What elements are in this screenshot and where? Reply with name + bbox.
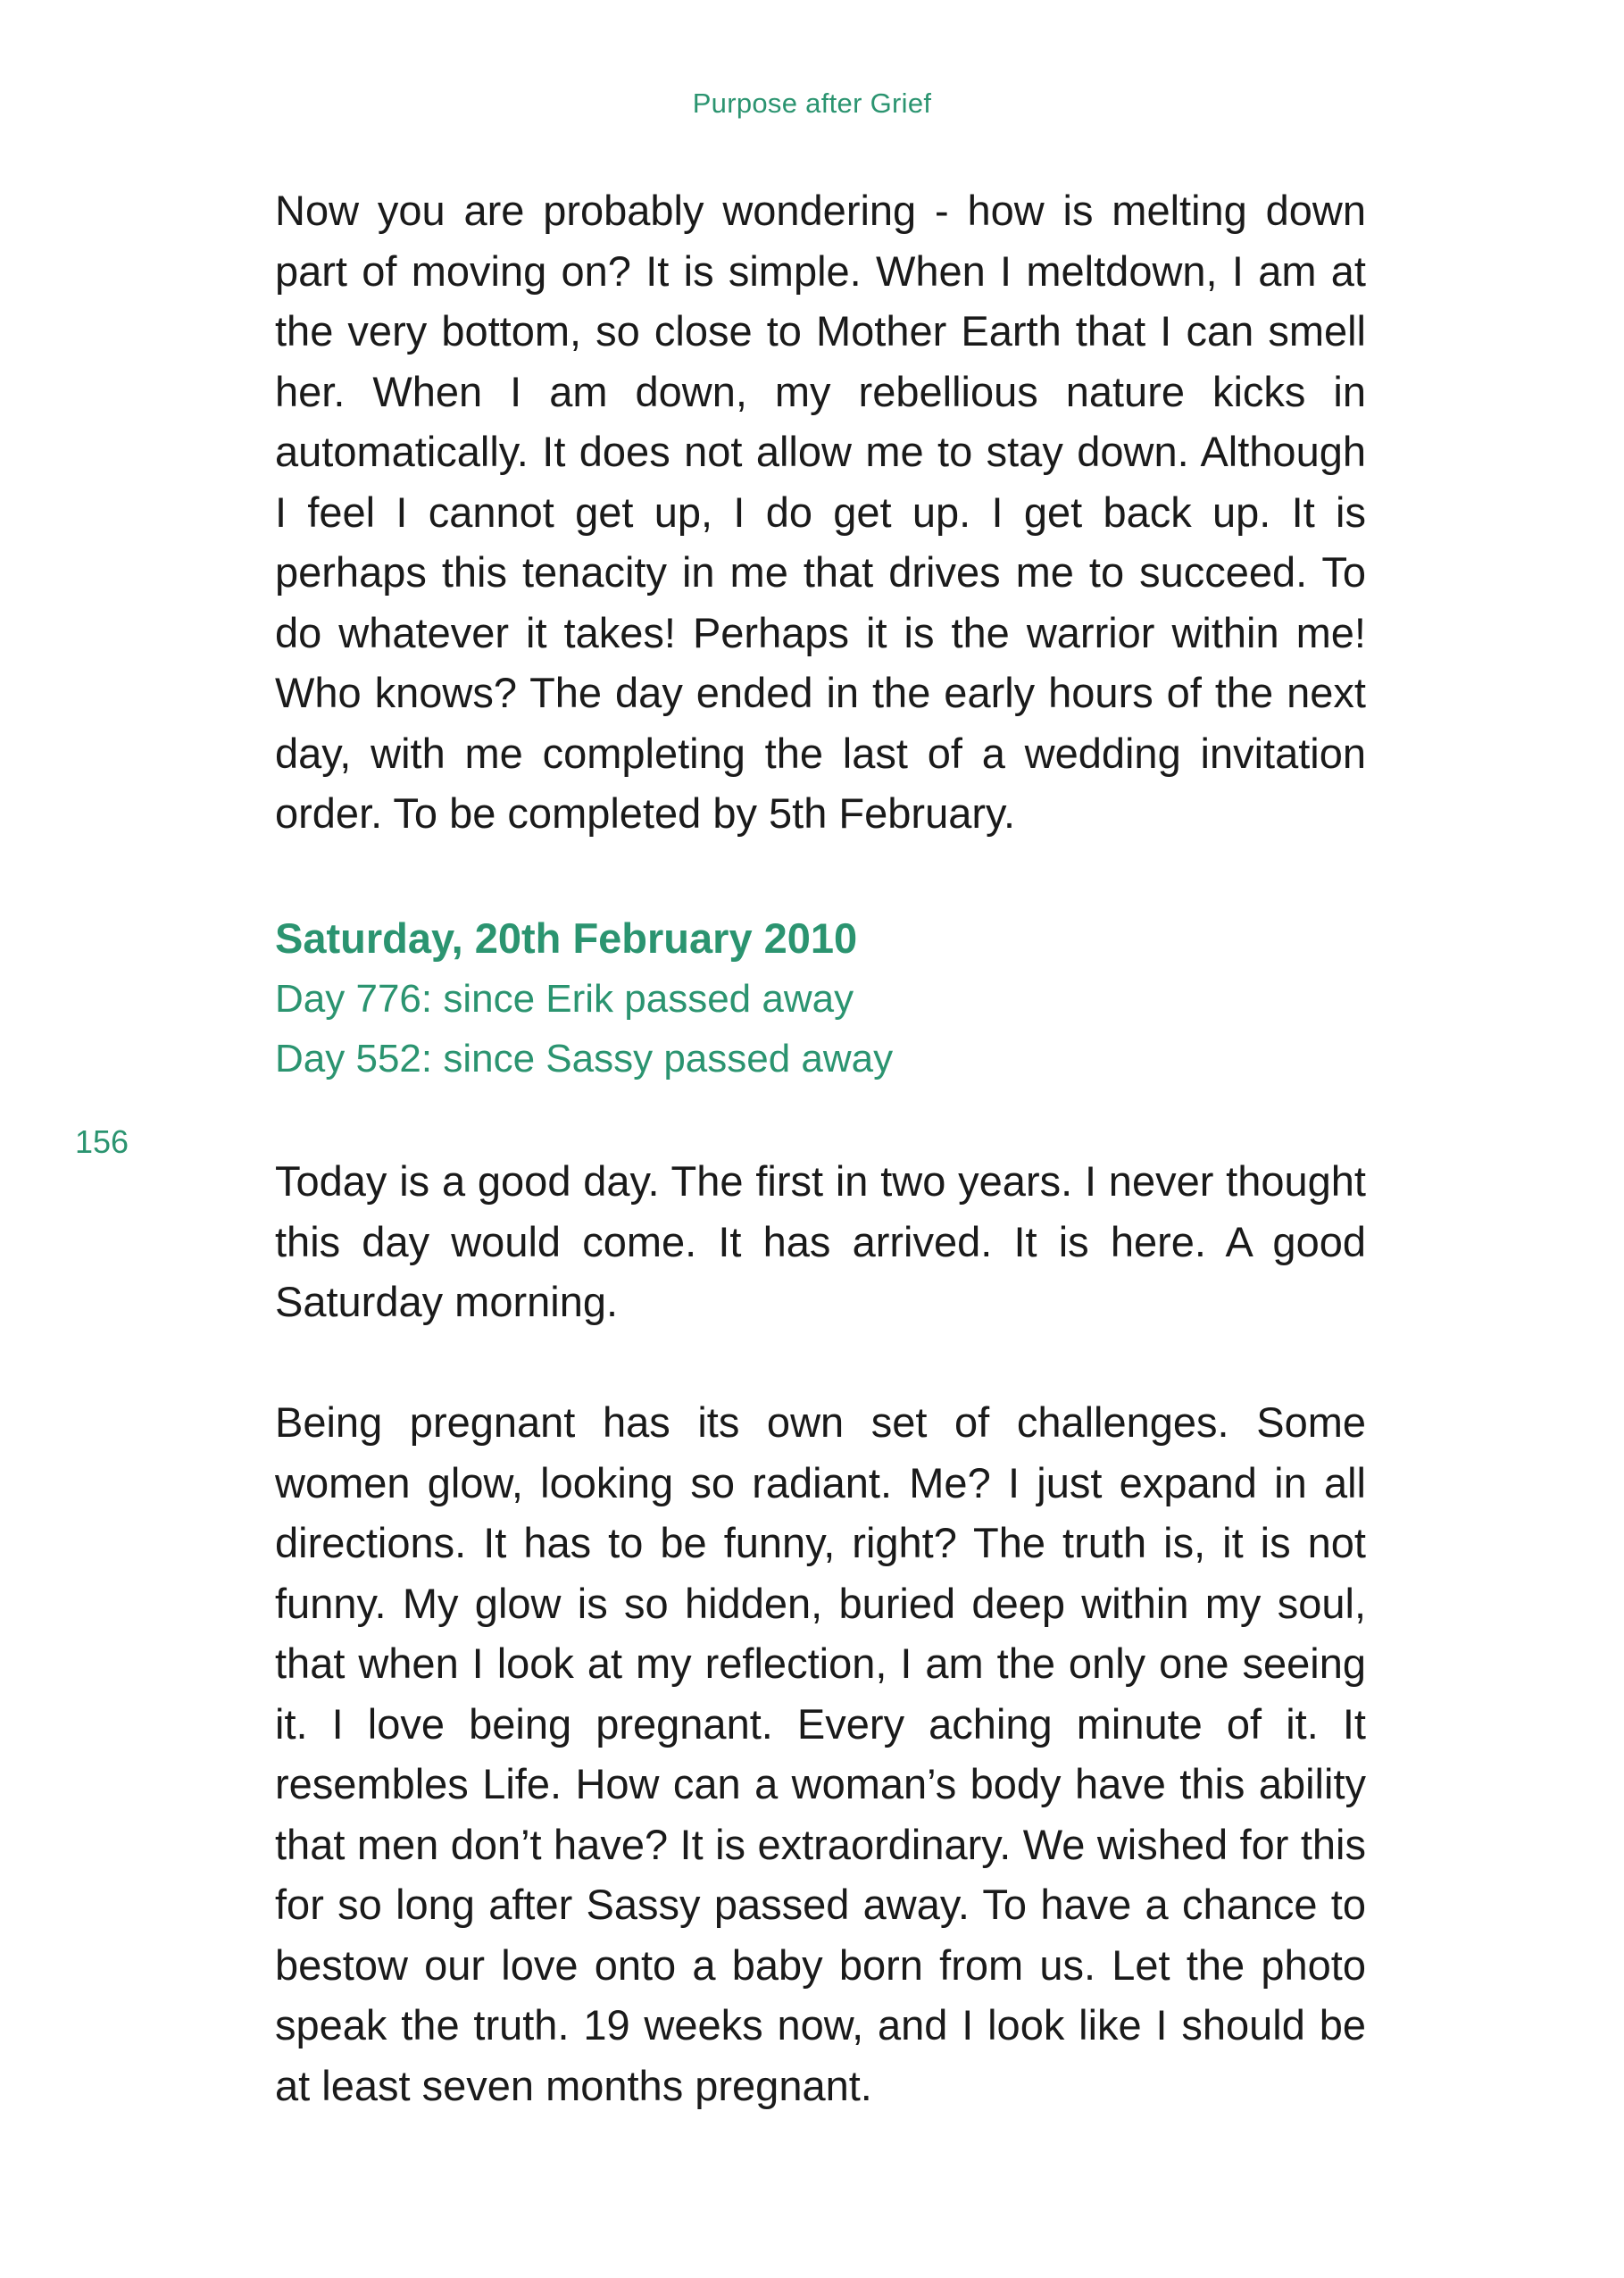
page-number: 156: [75, 1123, 129, 1160]
body-paragraph: Being pregnant has its own set of challenges. Some women glow, looking so radiant. Me? I just expand in all directions. It has to be funny, right? The truth is, it is not funny. My glow is so hidden, buried deep within my soul, that when I look at my reflection, I am the only one seeing it. I love being pregnant. Every aching minute of it. It resembles Life. How can a woman’s body have this ability that men don’t have? It is extraordinary. We wished for this for so long after Sassy passed away. To have a chance to bestow our love onto a baby born from us. Let the photo speak the truth. 19 weeks now, and I look like I should be at least seven months pregnant.: [275, 1398, 1366, 2109]
body-paragraph: Today is a good day. The first in two years. I never thought this day would come. It has arrived. It is here. A good Saturday morning.: [275, 1157, 1366, 1325]
body-paragraph: Now you are probably wondering - how is melting down part of moving on? It is simple. When I meltdown, I am at the very bottom, so close to Mother Earth that I can smell her. When I am down, my rebellious nature kicks in automatically. It does not allow me to stay down. Although I feel I cannot get up, I do get up. I get back up. It is perhaps this tenacity in me that drives me to succeed. To do whatever it takes! Perhaps it is the warrior within me! Who knows? The day ended in the early hours of the next day, with me completing the last of a wedding invitation order. To be completed by 5th February.: [275, 187, 1366, 837]
paragraph-block-2: [275, 1151, 1366, 1332]
paragraph-block-3: [275, 1392, 1366, 2115]
diary-entry-heading: [275, 908, 1366, 1089]
paragraph-block-1: [275, 180, 1366, 844]
running-header: Purpose after Grief: [692, 88, 932, 119]
entry-day-count-erik: Day 776: since Erik passed away: [275, 976, 854, 1021]
entry-date-heading: Saturday, 20th February 2010: [275, 914, 858, 962]
entry-day-count-sassy: Day 552: since Sassy passed away: [275, 1037, 894, 1081]
